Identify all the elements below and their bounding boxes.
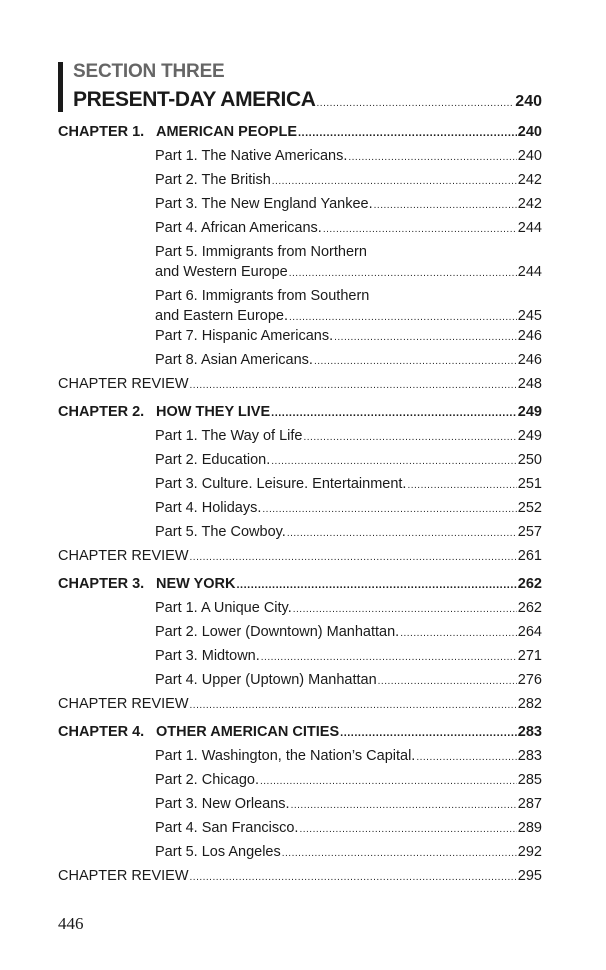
part-entry xyxy=(58,240,542,284)
review-page: 282 xyxy=(517,696,542,712)
part-entry xyxy=(58,644,542,668)
part-entry xyxy=(58,792,542,816)
part-title: Part 5. The Cowboy. xyxy=(155,524,286,540)
review-label: CHAPTER REVIEW xyxy=(58,696,189,712)
part-page: 276 xyxy=(517,672,542,688)
chapter-entry xyxy=(58,120,542,144)
part-title: Part 2. The British xyxy=(155,172,271,188)
leader-dots xyxy=(190,864,517,890)
chapter-number: CHAPTER 4. xyxy=(58,724,145,740)
part-title: Part 4. Upper (Uptown) Manhattan xyxy=(155,672,377,688)
leader-dots xyxy=(190,544,517,570)
leader-dots xyxy=(237,572,517,597)
part-page: 271 xyxy=(517,648,542,664)
chapter-page: 262 xyxy=(517,576,542,592)
leader-dots xyxy=(416,744,516,770)
part-entry xyxy=(58,840,542,864)
part-page: 251 xyxy=(517,476,542,492)
part-page: 262 xyxy=(517,600,542,616)
review-label: CHAPTER REVIEW xyxy=(58,868,189,884)
part-entry xyxy=(58,620,542,644)
part-title: Part 3. Midtown. xyxy=(155,648,260,664)
part-page: 246 xyxy=(517,328,542,344)
part-page: 287 xyxy=(517,796,542,812)
part-title: Part 3. Culture. Leisure. Entertainment. xyxy=(155,476,407,492)
leader-dots xyxy=(190,372,517,398)
part-title: Part 1. The Native Americans. xyxy=(155,148,348,164)
chapter-page: 240 xyxy=(517,124,542,140)
chapter-page: 249 xyxy=(517,404,542,420)
part-entry xyxy=(58,424,542,448)
part-page: 246 xyxy=(517,352,542,368)
chapter-review-entry xyxy=(58,692,542,716)
part-page: 257 xyxy=(517,524,542,540)
part-title: Part 7. Hispanic Americans. xyxy=(155,328,334,344)
section-title: PRESENT-DAY AMERICA xyxy=(73,88,316,111)
leader-dots xyxy=(291,792,517,818)
chapter-number: CHAPTER 3. xyxy=(58,576,145,592)
leader-dots xyxy=(400,620,517,646)
part-page: 244 xyxy=(517,220,542,236)
leader-dots xyxy=(190,692,517,718)
part-entry xyxy=(58,448,542,472)
leader-dots xyxy=(323,216,517,242)
part-title: Part 5. Los Angeles xyxy=(155,844,281,860)
part-entry xyxy=(58,144,542,168)
chapter-number: CHAPTER 1. xyxy=(58,124,145,140)
part-title: Part 2. Lower (Downtown) Manhattan. xyxy=(155,624,400,640)
leader-dots xyxy=(334,324,517,350)
part-title: and Western Europe xyxy=(155,264,288,280)
part-title: Part 8. Asian Americans. xyxy=(155,352,313,368)
chapter-title: OTHER AMERICAN CITIES xyxy=(156,724,340,740)
section-title-row xyxy=(73,88,542,116)
part-title: Part 1. A Unique City. xyxy=(155,600,292,616)
leader-dots xyxy=(317,93,515,111)
leader-dots xyxy=(304,424,517,450)
part-page: 292 xyxy=(517,844,542,860)
part-title-line1: Part 6. Immigrants from Southern xyxy=(155,288,370,304)
part-entry xyxy=(58,496,542,520)
chapter-review-entry xyxy=(58,864,542,888)
leader-dots xyxy=(261,644,517,670)
page-number: 446 xyxy=(58,914,84,933)
leader-dots xyxy=(314,348,517,374)
part-page: 285 xyxy=(517,772,542,788)
part-entry xyxy=(58,744,542,768)
review-page: 248 xyxy=(517,376,542,392)
part-page: 242 xyxy=(517,172,542,188)
part-title: Part 1. The Way of Life xyxy=(155,428,303,444)
leader-dots xyxy=(293,596,517,622)
leader-dots xyxy=(271,448,517,474)
leader-dots xyxy=(262,496,516,522)
part-entry xyxy=(58,596,542,620)
part-entry xyxy=(58,284,542,328)
leader-dots xyxy=(340,720,517,745)
leader-dots xyxy=(272,168,517,194)
part-entry xyxy=(58,168,542,192)
leader-dots xyxy=(271,400,517,425)
part-entry xyxy=(58,816,542,840)
part-entry xyxy=(58,348,542,372)
chapter-page: 283 xyxy=(517,724,542,740)
part-entry xyxy=(58,216,542,240)
part-title: Part 1. Washington, the Nation’s Capital. xyxy=(155,748,416,764)
part-page: 240 xyxy=(517,148,542,164)
part-page: 249 xyxy=(517,428,542,444)
review-page: 261 xyxy=(517,548,542,564)
part-title: Part 4. Holidays. xyxy=(155,500,262,516)
part-title: Part 3. New Orleans. xyxy=(155,796,290,812)
leader-dots xyxy=(260,768,517,794)
chapter-entry xyxy=(58,400,542,424)
leader-dots xyxy=(348,144,516,170)
part-title: Part 4. African Americans. xyxy=(155,220,322,236)
chapter-title: NEW YORK xyxy=(156,576,236,592)
chapter-review-entry xyxy=(58,544,542,568)
part-entry xyxy=(58,520,542,544)
leader-dots xyxy=(298,120,517,145)
section-label: SECTION THREE xyxy=(73,61,225,82)
part-entry xyxy=(58,192,542,216)
part-page: 252 xyxy=(517,500,542,516)
part-page: 264 xyxy=(517,624,542,640)
review-label: CHAPTER REVIEW xyxy=(58,548,189,564)
review-page: 295 xyxy=(517,868,542,884)
chapter-title: AMERICAN PEOPLE xyxy=(156,124,297,140)
part-entry xyxy=(58,668,542,692)
part-page: 244 xyxy=(517,264,542,280)
section-rule xyxy=(58,62,63,112)
part-page: 283 xyxy=(517,748,542,764)
part-entry xyxy=(58,324,542,348)
part-title: and Eastern Europe. xyxy=(155,308,289,324)
part-title: Part 3. The New England Yankee. xyxy=(155,196,373,212)
chapter-number: CHAPTER 2. xyxy=(58,404,145,420)
chapter-review-entry xyxy=(58,372,542,396)
section-page-number: 240 xyxy=(515,93,542,110)
leader-dots xyxy=(299,816,516,842)
part-page: 242 xyxy=(517,196,542,212)
leader-dots xyxy=(282,840,517,866)
part-title: Part 4. San Francisco. xyxy=(155,820,299,836)
leader-dots xyxy=(289,260,517,286)
review-label: CHAPTER REVIEW xyxy=(58,376,189,392)
leader-dots xyxy=(407,472,516,498)
part-title-line1: Part 5. Immigrants from Northern xyxy=(155,244,367,260)
part-page: 289 xyxy=(517,820,542,836)
leader-dots xyxy=(287,520,517,546)
part-title: Part 2. Education. xyxy=(155,452,271,468)
part-entry xyxy=(58,472,542,496)
leader-dots xyxy=(378,668,517,694)
part-entry xyxy=(58,768,542,792)
part-title: Part 2. Chicago. xyxy=(155,772,259,788)
chapter-entry xyxy=(58,572,542,596)
part-page: 245 xyxy=(517,308,542,324)
leader-dots xyxy=(374,192,517,218)
part-page: 250 xyxy=(517,452,542,468)
chapter-entry xyxy=(58,720,542,744)
chapter-title: HOW THEY LIVE xyxy=(156,404,271,420)
